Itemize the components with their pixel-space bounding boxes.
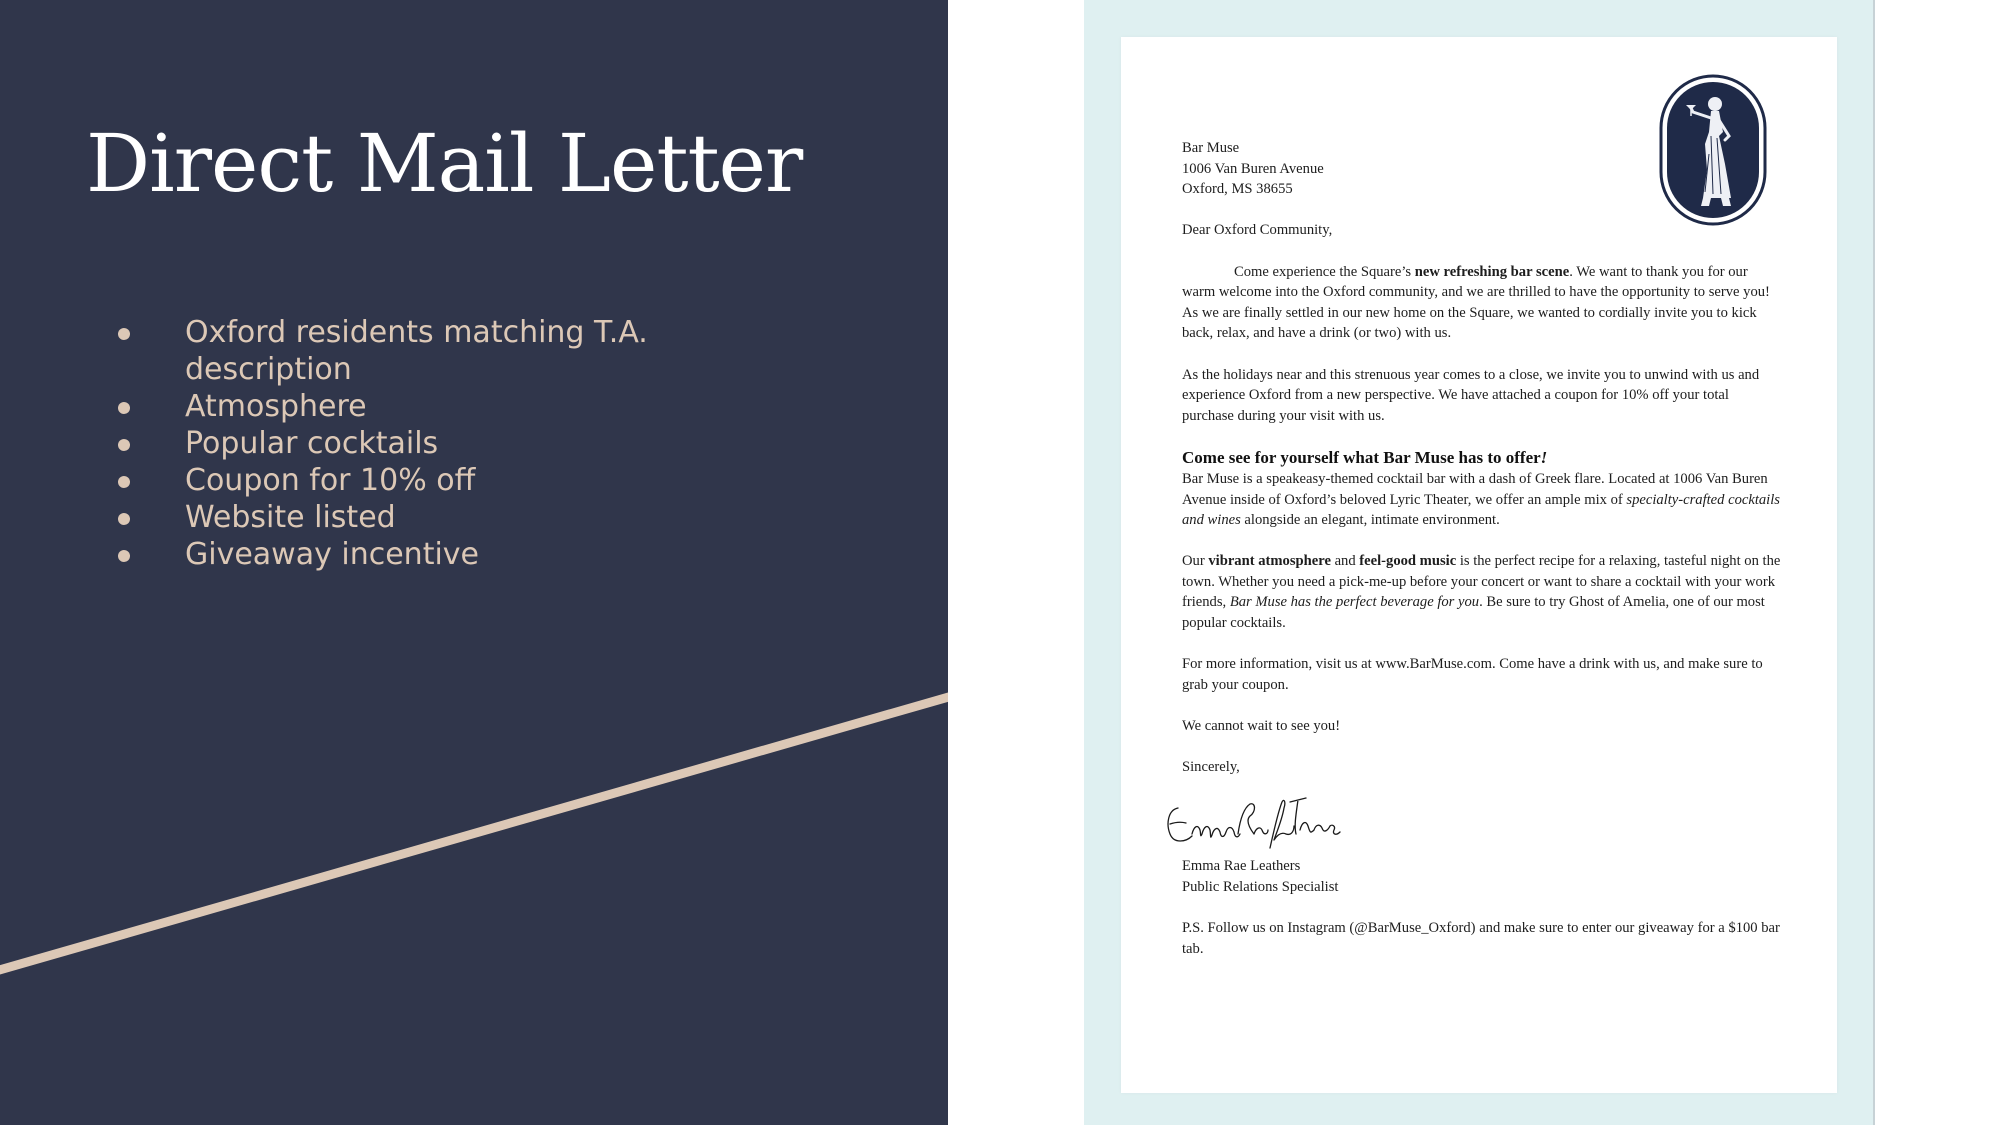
signer-block <box>1182 856 1782 897</box>
bullet-text: Giveaway incentive <box>185 537 480 572</box>
greeting: Dear Oxford Community, <box>1182 222 1333 239</box>
signer-title: Public Relations Specialist <box>1182 879 1339 895</box>
paragraph-welcome <box>1182 262 1782 344</box>
heading-mark: ! <box>1540 447 1548 467</box>
letter-page <box>1121 37 1837 1093</box>
paragraph-website: For more information, visit us at www.BarMuse.com. Come have a drink with us, and make sure to grab your coupon. <box>1182 656 1763 693</box>
slide-title: Direct Mail Letter <box>86 117 803 210</box>
sender-street: 1006 Van Buren Avenue <box>1182 160 1324 177</box>
bullet-dot-icon <box>118 402 130 414</box>
sender-city: Oxford, MS 38655 <box>1182 181 1293 198</box>
sender-address <box>1182 138 1782 200</box>
handwritten-signature <box>1164 790 1344 856</box>
letter-body <box>1182 138 1782 980</box>
text-run: is the perfect recipe for a relaxing, tasteful night on the town. Whether you need a pick-me-up before your concert or want to share a cocktail with your work friends, <box>1182 553 1781 611</box>
bullet-item <box>112 425 752 462</box>
bullet-item <box>112 314 752 388</box>
bullet-list <box>112 314 752 573</box>
signer-name: Emma Rae Leathers <box>1182 858 1301 875</box>
bullet-item <box>112 499 752 536</box>
bullet-dot-icon <box>118 328 130 340</box>
text-run-italic: Bar Muse has the perfect beverage for you <box>1229 594 1480 611</box>
bullet-item <box>112 388 752 425</box>
bullet-item <box>112 462 752 499</box>
text-run: and <box>1330 553 1360 570</box>
bullet-text: Website listed <box>185 500 396 535</box>
text-run: . We want to thank you for our warm welcome into the Oxford community, and we are thrilled to have the opportunity to serve you! As we are finally settled in our new home on the Square, we wanted to cordially invite you to kick back, relax, and have a drink (or two) with us. <box>1182 263 1770 342</box>
bullet-dot-icon <box>118 550 130 562</box>
bullet-text: Coupon for 10% off <box>185 463 476 498</box>
bullet-dot-icon <box>118 513 130 525</box>
paragraph-atmosphere <box>1182 551 1782 633</box>
bullet-text: Atmosphere <box>185 389 367 424</box>
paragraph-about <box>1182 469 1782 531</box>
bullet-dot-icon <box>118 476 130 488</box>
text-run-bold: vibrant atmosphere <box>1208 553 1331 570</box>
closing: Sincerely, <box>1182 759 1240 776</box>
text-run: alongside an elegant, intimate environment. <box>1240 512 1500 529</box>
text-run-italic: specialty-crafted cocktails and wines <box>1182 491 1780 529</box>
title-panel <box>0 0 948 1125</box>
sender-name: Bar Muse <box>1182 140 1240 156</box>
letter-heading <box>1182 447 1782 469</box>
frame-edge-divider <box>1873 0 1875 1125</box>
text-run: Bar Muse is a speakeasy-themed cocktail bar with a dash of Greek flare. Located at 1006 Van Buren Avenue inside of Oxford’s beloved Lyric Theater, we offer an ample mix of <box>1182 470 1768 508</box>
text-run-bold: feel-good music <box>1359 553 1457 570</box>
bullet-text: Popular cocktails <box>185 426 439 461</box>
bullet-item <box>112 536 752 573</box>
postscript: P.S. Follow us on Instagram (@BarMuse_Oxford) and make sure to enter our giveaway for a $100 bar tab. <box>1182 920 1780 957</box>
paragraph-holidays: As the holidays near and this strenuous year comes to a close, we invite you to unwind with us and experience Oxford from a new perspective. We have attached a coupon for 10% off your total purchase during your visit with us. <box>1182 366 1760 424</box>
bullet-dot-icon <box>118 439 130 451</box>
bullet-text: Oxford residents matching T.A. description <box>185 315 648 387</box>
text-run: Come experience the Square’s <box>1234 263 1415 280</box>
heading-text: Come see for yourself what Bar Muse has to offer <box>1182 447 1541 467</box>
text-run: . Be sure to try Ghost of Amelia, one of our most popular cocktails. <box>1182 594 1765 632</box>
text-run-bold: new refreshing bar scene <box>1414 263 1570 280</box>
text-run: Our <box>1182 553 1209 570</box>
paragraph-closing-line: We cannot wait to see you! <box>1182 718 1341 735</box>
